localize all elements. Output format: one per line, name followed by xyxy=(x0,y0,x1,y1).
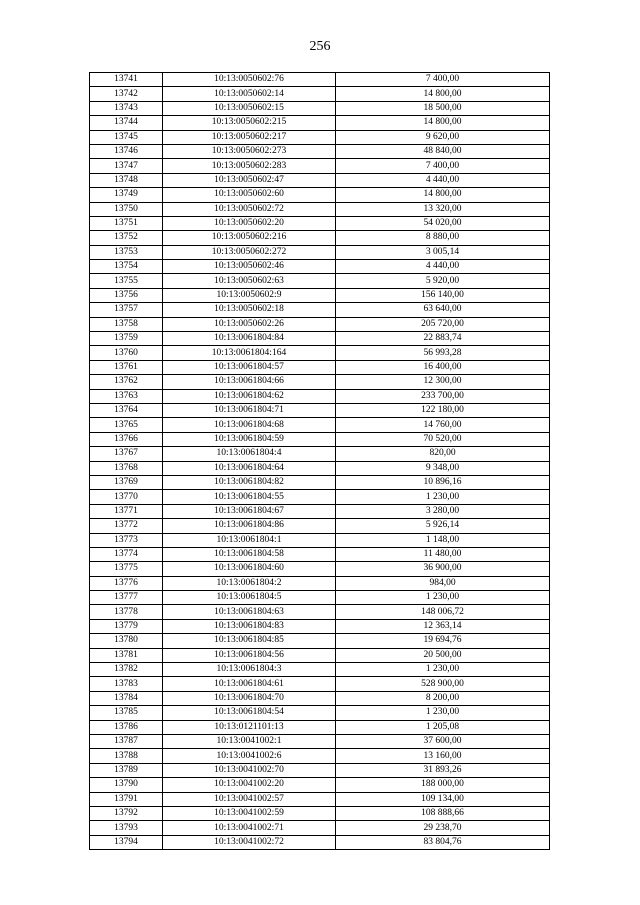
row-number-cell: 13741 xyxy=(90,73,163,87)
row-number-cell: 13756 xyxy=(90,288,163,302)
value-cell: 29 238,70 xyxy=(336,821,550,835)
row-number-cell: 13780 xyxy=(90,634,163,648)
value-cell: 4 440,00 xyxy=(336,173,550,187)
value-cell: 22 883,74 xyxy=(336,332,550,346)
table-row xyxy=(90,87,550,101)
value-cell: 18 500,00 xyxy=(336,101,550,115)
table-row xyxy=(90,504,550,518)
value-cell: 108 888,66 xyxy=(336,806,550,820)
row-number-cell: 13752 xyxy=(90,231,163,245)
table-row xyxy=(90,447,550,461)
row-number-cell: 13784 xyxy=(90,691,163,705)
cadastral-number-cell: 10:13:0061804:57 xyxy=(163,360,336,374)
table-row xyxy=(90,216,550,230)
row-number-cell: 13786 xyxy=(90,720,163,734)
row-number-cell: 13764 xyxy=(90,403,163,417)
table-row xyxy=(90,288,550,302)
table-row xyxy=(90,116,550,130)
registry-table-body xyxy=(90,73,550,850)
table-row xyxy=(90,576,550,590)
value-cell: 148 006,72 xyxy=(336,605,550,619)
value-cell: 83 804,76 xyxy=(336,835,550,849)
value-cell: 13 160,00 xyxy=(336,749,550,763)
cadastral-number-cell: 10:13:0041002:71 xyxy=(163,821,336,835)
cadastral-number-cell: 10:13:0061804:3 xyxy=(163,663,336,677)
value-cell: 1 230,00 xyxy=(336,706,550,720)
row-number-cell: 13757 xyxy=(90,303,163,317)
table-row xyxy=(90,778,550,792)
table-row xyxy=(90,101,550,115)
cadastral-number-cell: 10:13:0041002:57 xyxy=(163,792,336,806)
cadastral-number-cell: 10:13:0050602:216 xyxy=(163,231,336,245)
cadastral-number-cell: 10:13:0050602:18 xyxy=(163,303,336,317)
row-number-cell: 13790 xyxy=(90,778,163,792)
table-row xyxy=(90,821,550,835)
cadastral-number-cell: 10:13:0061804:2 xyxy=(163,576,336,590)
row-number-cell: 13753 xyxy=(90,245,163,259)
value-cell: 1 205,08 xyxy=(336,720,550,734)
row-number-cell: 13755 xyxy=(90,274,163,288)
cadastral-number-cell: 10:13:0050602:46 xyxy=(163,260,336,274)
cadastral-number-cell: 10:13:0061804:56 xyxy=(163,648,336,662)
table-row xyxy=(90,734,550,748)
table-row xyxy=(90,792,550,806)
row-number-cell: 13789 xyxy=(90,763,163,777)
row-number-cell: 13782 xyxy=(90,663,163,677)
cadastral-number-cell: 10:13:0061804:63 xyxy=(163,605,336,619)
row-number-cell: 13787 xyxy=(90,734,163,748)
row-number-cell: 13747 xyxy=(90,159,163,173)
row-number-cell: 13768 xyxy=(90,461,163,475)
value-cell: 10 896,16 xyxy=(336,475,550,489)
cadastral-number-cell: 10:13:0041002:59 xyxy=(163,806,336,820)
value-cell: 9 620,00 xyxy=(336,130,550,144)
cadastral-number-cell: 10:13:0061804:60 xyxy=(163,562,336,576)
row-number-cell: 13769 xyxy=(90,475,163,489)
row-number-cell: 13744 xyxy=(90,116,163,130)
cadastral-number-cell: 10:13:0061804:82 xyxy=(163,475,336,489)
row-number-cell: 13749 xyxy=(90,188,163,202)
value-cell: 13 320,00 xyxy=(336,202,550,216)
row-number-cell: 13767 xyxy=(90,447,163,461)
cadastral-number-cell: 10:13:0061804:70 xyxy=(163,691,336,705)
row-number-cell: 13793 xyxy=(90,821,163,835)
table-row xyxy=(90,591,550,605)
row-number-cell: 13758 xyxy=(90,317,163,331)
value-cell: 528 900,00 xyxy=(336,677,550,691)
table-row xyxy=(90,835,550,849)
table-row xyxy=(90,202,550,216)
cadastral-number-cell: 10:13:0050602:273 xyxy=(163,144,336,158)
table-row xyxy=(90,806,550,820)
cadastral-number-cell: 10:13:0061804:67 xyxy=(163,504,336,518)
value-cell: 205 720,00 xyxy=(336,317,550,331)
cadastral-number-cell: 10:13:0041002:20 xyxy=(163,778,336,792)
cadastral-number-cell: 10:13:0061804:58 xyxy=(163,547,336,561)
cadastral-number-cell: 10:13:0050602:47 xyxy=(163,173,336,187)
row-number-cell: 13766 xyxy=(90,432,163,446)
row-number-cell: 13746 xyxy=(90,144,163,158)
row-number-cell: 13759 xyxy=(90,332,163,346)
row-number-cell: 13751 xyxy=(90,216,163,230)
value-cell: 12 300,00 xyxy=(336,375,550,389)
cadastral-number-cell: 10:13:0041002:1 xyxy=(163,734,336,748)
table-row xyxy=(90,317,550,331)
value-cell: 188 000,00 xyxy=(336,778,550,792)
page-number: 256 xyxy=(309,39,331,54)
cadastral-number-cell: 10:13:0061804:59 xyxy=(163,432,336,446)
cadastral-number-cell: 10:13:0050602:283 xyxy=(163,159,336,173)
table-row xyxy=(90,188,550,202)
row-number-cell: 13777 xyxy=(90,591,163,605)
row-number-cell: 13774 xyxy=(90,547,163,561)
cadastral-number-cell: 10:13:0050602:215 xyxy=(163,116,336,130)
value-cell: 70 520,00 xyxy=(336,432,550,446)
row-number-cell: 13742 xyxy=(90,87,163,101)
value-cell: 3 280,00 xyxy=(336,504,550,518)
table-row xyxy=(90,346,550,360)
row-number-cell: 13750 xyxy=(90,202,163,216)
cadastral-number-cell: 10:13:0041002:72 xyxy=(163,835,336,849)
row-number-cell: 13779 xyxy=(90,619,163,633)
row-number-cell: 13761 xyxy=(90,360,163,374)
cadastral-number-cell: 10:13:0041002:70 xyxy=(163,763,336,777)
cadastral-number-cell: 10:13:0061804:85 xyxy=(163,634,336,648)
table-row xyxy=(90,375,550,389)
value-cell: 20 500,00 xyxy=(336,648,550,662)
table-row xyxy=(90,648,550,662)
cadastral-number-cell: 10:13:0050602:14 xyxy=(163,87,336,101)
row-number-cell: 13745 xyxy=(90,130,163,144)
table-row xyxy=(90,173,550,187)
value-cell: 7 400,00 xyxy=(336,159,550,173)
cadastral-number-cell: 10:13:0061804:164 xyxy=(163,346,336,360)
value-cell: 12 363,14 xyxy=(336,619,550,633)
value-cell: 16 400,00 xyxy=(336,360,550,374)
cadastral-number-cell: 10:13:0061804:83 xyxy=(163,619,336,633)
table-row xyxy=(90,663,550,677)
table-row xyxy=(90,619,550,633)
row-number-cell: 13748 xyxy=(90,173,163,187)
cadastral-number-cell: 10:13:0061804:71 xyxy=(163,403,336,417)
value-cell: 63 640,00 xyxy=(336,303,550,317)
cadastral-number-cell: 10:13:0061804:86 xyxy=(163,519,336,533)
table-row xyxy=(90,461,550,475)
table-row xyxy=(90,332,550,346)
row-number-cell: 13772 xyxy=(90,519,163,533)
value-cell: 14 760,00 xyxy=(336,418,550,432)
value-cell: 14 800,00 xyxy=(336,87,550,101)
table-row xyxy=(90,691,550,705)
row-number-cell: 13743 xyxy=(90,101,163,115)
cadastral-number-cell: 10:13:0061804:84 xyxy=(163,332,336,346)
row-number-cell: 13775 xyxy=(90,562,163,576)
cadastral-number-cell: 10:13:0041002:6 xyxy=(163,749,336,763)
table-row xyxy=(90,418,550,432)
value-cell: 1 230,00 xyxy=(336,591,550,605)
table-row xyxy=(90,403,550,417)
value-cell: 3 005,14 xyxy=(336,245,550,259)
table-row xyxy=(90,475,550,489)
table-row xyxy=(90,533,550,547)
cadastral-number-cell: 10:13:0050602:26 xyxy=(163,317,336,331)
value-cell: 1 148,00 xyxy=(336,533,550,547)
table-row xyxy=(90,389,550,403)
value-cell: 109 134,00 xyxy=(336,792,550,806)
table-row xyxy=(90,159,550,173)
cadastral-number-cell: 10:13:0061804:54 xyxy=(163,706,336,720)
table-row xyxy=(90,144,550,158)
value-cell: 4 440,00 xyxy=(336,260,550,274)
cadastral-number-cell: 10:13:0050602:9 xyxy=(163,288,336,302)
value-cell: 36 900,00 xyxy=(336,562,550,576)
cadastral-number-cell: 10:13:0121101:13 xyxy=(163,720,336,734)
registry-table xyxy=(89,72,550,850)
cadastral-number-cell: 10:13:0061804:4 xyxy=(163,447,336,461)
row-number-cell: 13788 xyxy=(90,749,163,763)
table-row xyxy=(90,605,550,619)
row-number-cell: 13773 xyxy=(90,533,163,547)
cadastral-number-cell: 10:13:0061804:62 xyxy=(163,389,336,403)
table-row xyxy=(90,547,550,561)
row-number-cell: 13794 xyxy=(90,835,163,849)
value-cell: 14 800,00 xyxy=(336,116,550,130)
value-cell: 1 230,00 xyxy=(336,663,550,677)
row-number-cell: 13765 xyxy=(90,418,163,432)
row-number-cell: 13770 xyxy=(90,490,163,504)
table-row xyxy=(90,274,550,288)
row-number-cell: 13778 xyxy=(90,605,163,619)
table-row xyxy=(90,562,550,576)
cadastral-number-cell: 10:13:0050602:60 xyxy=(163,188,336,202)
table-row xyxy=(90,519,550,533)
row-number-cell: 13785 xyxy=(90,706,163,720)
value-cell: 1 230,00 xyxy=(336,490,550,504)
value-cell: 8 880,00 xyxy=(336,231,550,245)
cadastral-number-cell: 10:13:0050602:63 xyxy=(163,274,336,288)
table-row xyxy=(90,749,550,763)
row-number-cell: 13763 xyxy=(90,389,163,403)
table-row xyxy=(90,720,550,734)
cadastral-number-cell: 10:13:0050602:76 xyxy=(163,73,336,87)
cadastral-number-cell: 10:13:0050602:15 xyxy=(163,101,336,115)
table-row xyxy=(90,303,550,317)
value-cell: 9 348,00 xyxy=(336,461,550,475)
row-number-cell: 13771 xyxy=(90,504,163,518)
table-row xyxy=(90,130,550,144)
value-cell: 48 840,00 xyxy=(336,144,550,158)
value-cell: 54 020,00 xyxy=(336,216,550,230)
value-cell: 14 800,00 xyxy=(336,188,550,202)
value-cell: 31 893,26 xyxy=(336,763,550,777)
row-number-cell: 13791 xyxy=(90,792,163,806)
cadastral-number-cell: 10:13:0061804:64 xyxy=(163,461,336,475)
table-row xyxy=(90,245,550,259)
cadastral-number-cell: 10:13:0061804:61 xyxy=(163,677,336,691)
table-row xyxy=(90,73,550,87)
row-number-cell: 13783 xyxy=(90,677,163,691)
table-row xyxy=(90,260,550,274)
value-cell: 233 700,00 xyxy=(336,389,550,403)
cadastral-number-cell: 10:13:0050602:217 xyxy=(163,130,336,144)
value-cell: 984,00 xyxy=(336,576,550,590)
row-number-cell: 13792 xyxy=(90,806,163,820)
cadastral-number-cell: 10:13:0061804:1 xyxy=(163,533,336,547)
value-cell: 820,00 xyxy=(336,447,550,461)
cadastral-number-cell: 10:13:0061804:5 xyxy=(163,591,336,605)
value-cell: 11 480,00 xyxy=(336,547,550,561)
value-cell: 5 920,00 xyxy=(336,274,550,288)
cadastral-number-cell: 10:13:0050602:72 xyxy=(163,202,336,216)
table-row xyxy=(90,231,550,245)
value-cell: 156 140,00 xyxy=(336,288,550,302)
row-number-cell: 13776 xyxy=(90,576,163,590)
value-cell: 8 200,00 xyxy=(336,691,550,705)
row-number-cell: 13754 xyxy=(90,260,163,274)
value-cell: 19 694,76 xyxy=(336,634,550,648)
table-row xyxy=(90,763,550,777)
cadastral-number-cell: 10:13:0061804:55 xyxy=(163,490,336,504)
cadastral-number-cell: 10:13:0050602:272 xyxy=(163,245,336,259)
value-cell: 37 600,00 xyxy=(336,734,550,748)
row-number-cell: 13762 xyxy=(90,375,163,389)
cadastral-number-cell: 10:13:0061804:68 xyxy=(163,418,336,432)
value-cell: 56 993,28 xyxy=(336,346,550,360)
cadastral-number-cell: 10:13:0061804:66 xyxy=(163,375,336,389)
table-row xyxy=(90,706,550,720)
table-row xyxy=(90,432,550,446)
table-row xyxy=(90,634,550,648)
cadastral-number-cell: 10:13:0050602:20 xyxy=(163,216,336,230)
value-cell: 7 400,00 xyxy=(336,73,550,87)
table-row xyxy=(90,360,550,374)
row-number-cell: 13760 xyxy=(90,346,163,360)
value-cell: 122 180,00 xyxy=(336,403,550,417)
row-number-cell: 13781 xyxy=(90,648,163,662)
table-row xyxy=(90,677,550,691)
value-cell: 5 926,14 xyxy=(336,519,550,533)
table-row xyxy=(90,490,550,504)
